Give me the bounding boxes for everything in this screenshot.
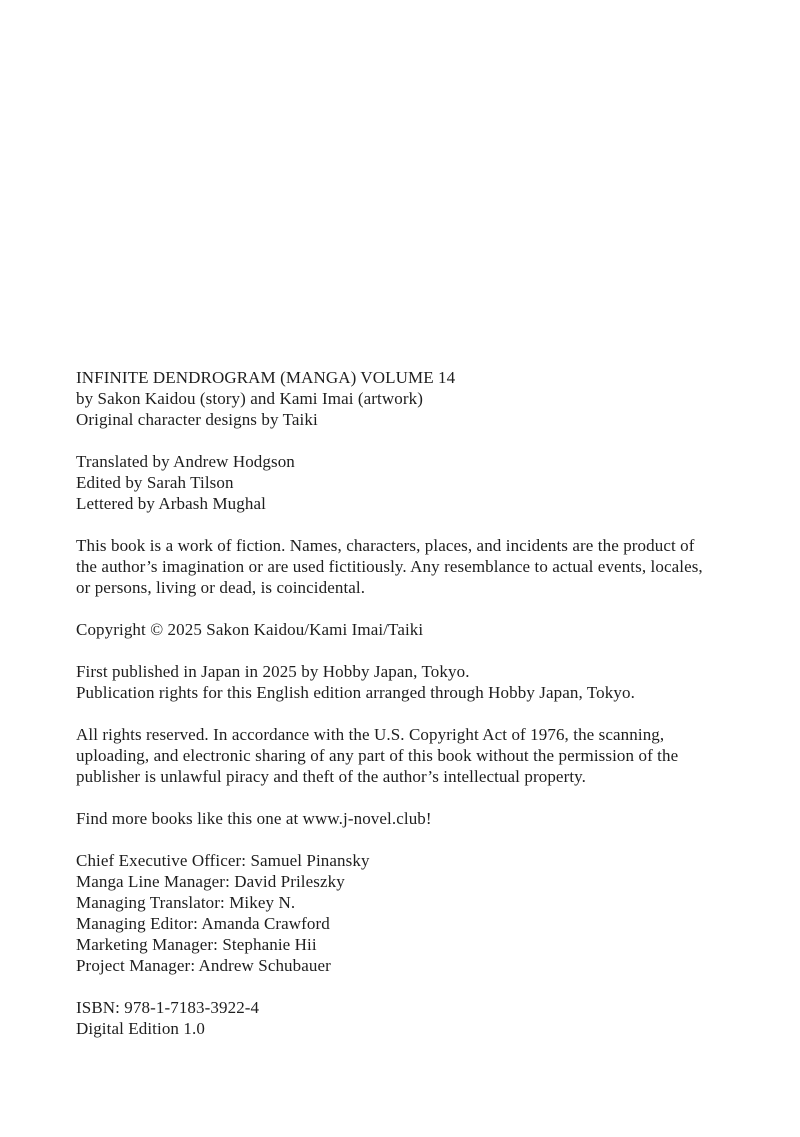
rights-reserved-line: All rights reserved. In accordance with the U.S. Copyright Act of 1976, the scanning, <box>76 725 665 744</box>
letterer-credit: Lettered by Arbash Mughal <box>76 494 266 513</box>
character-designs-credit: Original character designs by Taiki <box>76 410 318 429</box>
copyright-block <box>76 619 776 640</box>
promo-line: Find more books like this one at www.j-novel.club! <box>76 809 432 828</box>
promo-block <box>76 808 776 829</box>
fiction-disclaimer-line: This book is a work of fiction. Names, characters, places, and incidents are the product of <box>76 536 695 555</box>
staff-ceo: Chief Executive Officer: Samuel Pinansky <box>76 851 370 870</box>
staff-block <box>76 850 776 976</box>
edition-block <box>76 997 776 1039</box>
credits-block <box>76 451 776 514</box>
isbn-line: ISBN: 978-1-7183-3922-4 <box>76 998 260 1017</box>
staff-managing-translator: Managing Translator: Mikey N. <box>76 893 296 912</box>
publication-block <box>76 661 776 703</box>
digital-edition-line: Digital Edition 1.0 <box>76 1019 205 1038</box>
copyright-notice: Copyright © 2025 Sakon Kaidou/Kami Imai/Taiki <box>76 620 424 639</box>
fiction-disclaimer-line: or persons, living or dead, is coincidental. <box>76 578 366 597</box>
title-block <box>76 367 776 430</box>
fiction-disclaimer <box>76 535 776 598</box>
translator-credit: Translated by Andrew Hodgson <box>76 452 295 471</box>
book-title: INFINITE DENDROGRAM (MANGA) VOLUME 14 <box>76 368 456 387</box>
fiction-disclaimer-line: the author’s imagination or are used fictitiously. Any resemblance to actual events, locales, <box>76 557 703 576</box>
colophon-text <box>76 367 776 1039</box>
rights-reserved-line: publisher is unlawful piracy and theft of the author’s intellectual property. <box>76 767 586 786</box>
staff-managing-editor: Managing Editor: Amanda Crawford <box>76 914 330 933</box>
publication-line: Publication rights for this English edition arranged through Hobby Japan, Tokyo. <box>76 683 635 702</box>
staff-project-manager: Project Manager: Andrew Schubauer <box>76 956 331 975</box>
rights-reserved-line: uploading, and electronic sharing of any part of this book without the permission of the <box>76 746 679 765</box>
editor-credit: Edited by Sarah Tilson <box>76 473 234 492</box>
rights-reserved-block <box>76 724 776 787</box>
staff-manga-line-manager: Manga Line Manager: David Prileszky <box>76 872 345 891</box>
staff-marketing-manager: Marketing Manager: Stephanie Hii <box>76 935 317 954</box>
book-authors: by Sakon Kaidou (story) and Kami Imai (artwork) <box>76 389 423 408</box>
publication-line: First published in Japan in 2025 by Hobby Japan, Tokyo. <box>76 662 470 681</box>
